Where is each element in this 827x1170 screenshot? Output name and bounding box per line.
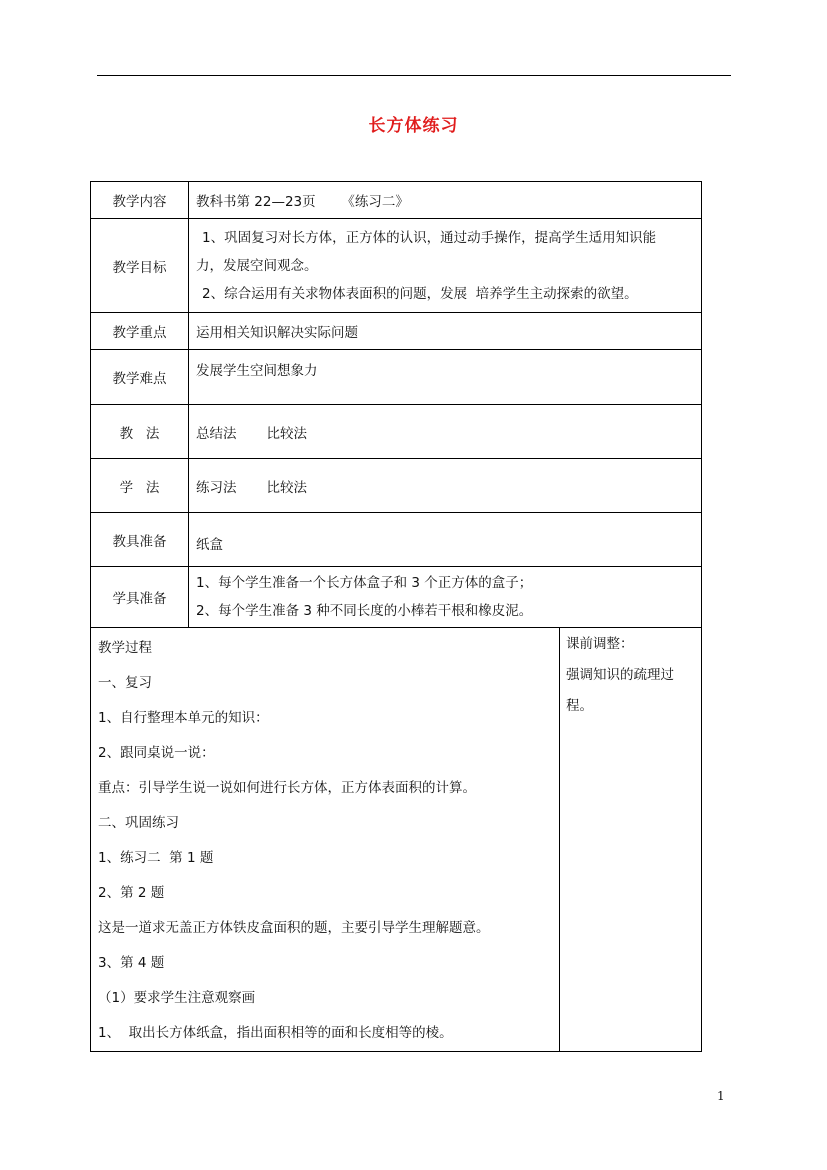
value-teaching-aids bbox=[189, 513, 702, 567]
header-rule bbox=[97, 75, 731, 76]
pre-class-notes-cell bbox=[560, 628, 702, 1052]
row-teaching-goals bbox=[91, 219, 702, 313]
row-student-aids bbox=[91, 567, 702, 628]
row-difficulty bbox=[91, 350, 702, 405]
notes-line: 程。 bbox=[566, 698, 593, 714]
row-learning-method bbox=[91, 459, 702, 513]
row-teaching-aids bbox=[91, 513, 702, 567]
process-line: 1、练习二 第 1 题 bbox=[98, 850, 214, 866]
row-teaching-content bbox=[91, 182, 702, 219]
label-teaching-content: 教学内容 bbox=[91, 182, 189, 219]
process-line: 3、第 4 题 bbox=[98, 955, 165, 971]
notes-line: 课前调整： bbox=[566, 636, 634, 652]
label-teaching-method: 教 法 bbox=[91, 405, 189, 459]
label-teaching-goals: 教学目标 bbox=[91, 219, 189, 313]
row-teaching-method bbox=[91, 405, 702, 459]
goal-line: 力，发展空间观念。 bbox=[196, 257, 318, 274]
notes-line: 强调知识的疏理过 bbox=[566, 667, 674, 683]
label-key-point: 教学重点 bbox=[91, 313, 189, 350]
value-teaching-content: 教科书第 22—23页 《练习二》 bbox=[189, 182, 702, 219]
label-learning-method: 学 法 bbox=[91, 459, 189, 513]
process-line: 1、自行整理本单元的知识： bbox=[98, 710, 269, 726]
teaching-aids-text: 纸盒 bbox=[196, 536, 223, 553]
value-student-aids bbox=[189, 567, 702, 628]
student-aids-line: 1、每个学生准备一个长方体盒子和 3 个正方体的盒子； bbox=[196, 575, 533, 591]
goal-line: 1、巩固复习对长方体，正方体的认识，通过动手操作，提高学生适用知识能 bbox=[202, 229, 657, 246]
process-line: 教学过程 bbox=[98, 640, 152, 656]
value-teaching-method: 总结法 比较法 bbox=[189, 405, 702, 459]
label-difficulty: 教学难点 bbox=[91, 350, 189, 405]
student-aids-line: 2、每个学生准备 3 种不同长度的小棒若干根和橡皮泥。 bbox=[196, 603, 533, 619]
row-teaching-process bbox=[91, 628, 702, 1052]
process-line: 2、跟同桌说一说： bbox=[98, 745, 215, 761]
page-number: 1 bbox=[717, 1089, 725, 1103]
process-line: 一、复习 bbox=[98, 675, 152, 691]
value-teaching-goals bbox=[189, 219, 702, 313]
row-key-point bbox=[91, 313, 702, 350]
value-learning-method: 练习法 比较法 bbox=[189, 459, 702, 513]
process-line: 重点：引导学生说一说如何进行长方体，正方体表面积的计算。 bbox=[98, 780, 476, 796]
process-line: （1）要求学生注意观察画 bbox=[98, 990, 256, 1006]
process-line: 2、第 2 题 bbox=[98, 885, 165, 901]
label-student-aids: 学具准备 bbox=[91, 567, 189, 628]
difficulty-text: 发展学生空间想象力 bbox=[196, 363, 318, 379]
label-teaching-aids: 教具准备 bbox=[91, 513, 189, 567]
document-title: 长方体练习 bbox=[368, 116, 459, 136]
value-key-point: 运用相关知识解决实际问题 bbox=[189, 313, 702, 350]
value-difficulty bbox=[189, 350, 702, 405]
process-line: 这是一道求无盖正方体铁皮盒面积的题，主要引导学生理解题意。 bbox=[98, 920, 490, 936]
lesson-plan-table bbox=[90, 181, 702, 1052]
teaching-process-cell bbox=[91, 628, 560, 1052]
process-line: 1、 取出长方体纸盒，指出面积相等的面和长度相等的棱。 bbox=[98, 1025, 453, 1041]
process-line: 二、巩固练习 bbox=[98, 815, 179, 831]
goal-line: 2、综合运用有关求物体表面积的问题，发展 培养学生主动探索的欲望。 bbox=[202, 285, 638, 302]
